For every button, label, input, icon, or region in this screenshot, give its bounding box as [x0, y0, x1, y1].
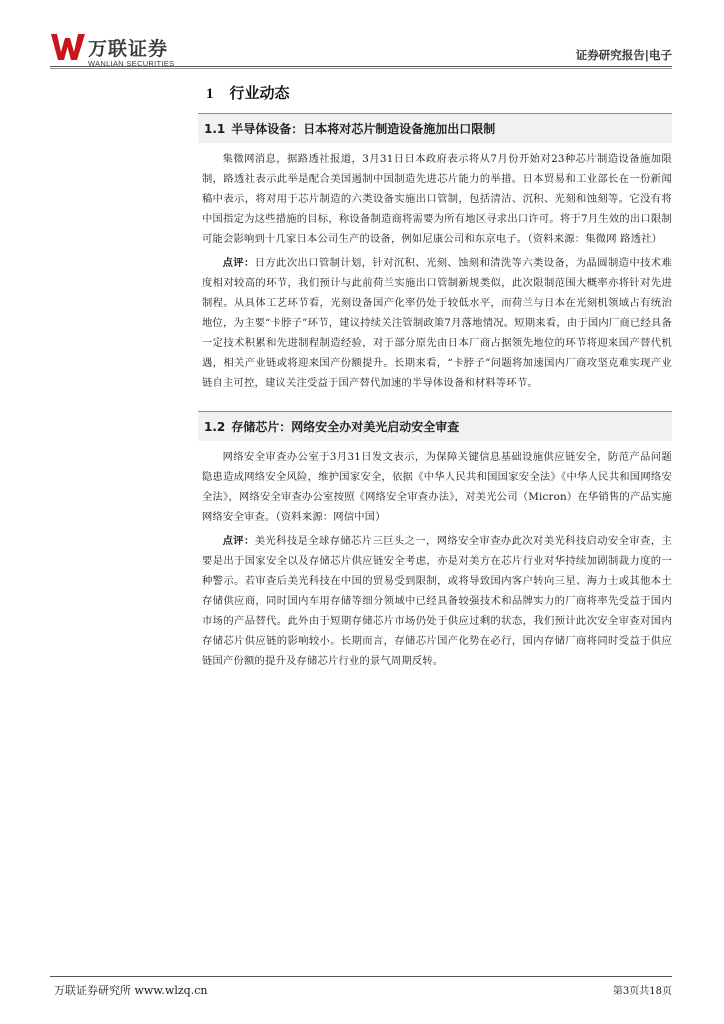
- wanlian-logo-icon: [50, 32, 86, 62]
- section-number: 1: [206, 86, 214, 102]
- subsection-heading: [198, 113, 672, 143]
- header-divider: [50, 66, 672, 67]
- subsection-title: 半导体设备：日本将对芯片制造设备施加出口限制: [231, 122, 496, 136]
- footer-institute: 万联证券研究所 www.wlzq.cn: [54, 984, 208, 997]
- subsection-memory-chips: [198, 411, 672, 671]
- company-logo: [50, 32, 200, 68]
- subsection-semiconductor-equipment: [198, 113, 672, 393]
- section-title: 行业动态: [229, 84, 290, 102]
- page-number: 第3页共18页: [612, 986, 672, 997]
- logo-chinese-name: 万联证券: [88, 38, 169, 60]
- news-paragraph: 集微网消息，据路透社报道，3月31日日本政府表示将从7月份开始对23种芯片制造设备施加限制，路透社表示此举是配合美国遏制中国制造先进芯片能力的举措。日本贸易和工业部长在一份新闻稿中表示，将对用于芯片制造的六类设备实施出口管制，包括清洁、沉积、光刻和蚀刻等。它没有将中国指定为这些措施的目标，称设备制造商将需要为所有地区寻求出口许可。将于7月生效的出口限制可能会影响到十几家日本公司生产的设备，例如尼康公司和东京电子。（资料来源：集微网 路透社）: [202, 153, 672, 245]
- news-paragraph: 网络安全审查办公室于3月31日发文表示，为保障关键信息基础设施供应链安全，防范产品问题隐患造成网络安全风险，维护国家安全，依据《中华人民共和国国家安全法》《中华人民共和国网络安全法》，网络安全审查办公室按照《网络安全审查办法》，对美光公司（Micron）在华销售的产品实施网络安全审查。（资料来源：网信中国）: [202, 451, 672, 523]
- comment-text: 日方此次出口管制计划，针对沉积、光刻、蚀刻和清洗等六类设备，为晶圆制造中技术难度相对较高的环节，我们预计与此前荷兰实施出口管制新规类似，此次限制范围大概率亦将针对先进制程。从具体工艺环节看，光刻设备国产化率仍处于较低水平，而荷兰与日本在光刻机领域占有统治地位，为主要“卡脖子”环节，建议持续关注管制政策7月落地情况。短期来看，由于国内厂商已经具备一定技术积累和先进制程制造经验，对于部分原先由日本厂商占据领先地位的环节将迎来国产替代机遇，相关产业链或将迎来国产份额提升。长期来看，“卡脖子”问题将加速国内厂商攻坚克难实现产业链自主可控，建议关注受益于国产替代加速的半导体设备和材料等环节。: [202, 257, 672, 389]
- section-heading: [206, 82, 672, 103]
- report-body: [198, 82, 672, 675]
- subsection-number: 1.1: [204, 122, 226, 136]
- comment-paragraph: [198, 253, 672, 393]
- footer-divider: [50, 976, 672, 977]
- header-divider-thin: [50, 68, 672, 69]
- logo-english-name: WANLIAN SECURITIES: [88, 59, 175, 68]
- comment-label: 点评：: [222, 535, 255, 547]
- comment-text: 美光科技是全球存储芯片三巨头之一，网络安全审查办此次对美光科技启动安全审查，主要是出于国家安全以及存储芯片供应链安全考虑，亦是对美方在芯片行业对华持续加剧制裁力度的一种警示。若审查后美光科技在中国的贸易受到限制，或将导致国内客户转向三星、海力士或其他本土存储供应商，同时国内车用存储等细分领域中已经具备较强技术和品牌实力的厂商将率先受益于国内市场的产品替代。此外由于短期存储芯片市场仍处于供应过剩的状态，我们预计此次安全审查对国内存储芯片供应链的影响较小。长期而言，存储芯片国产化势在必行，国内存储厂商将同时受益于供应链国产份额的提升及存储芯片行业的景气周期反转。: [202, 535, 672, 667]
- subsection-title: 存储芯片：网络安全办对美光启动安全审查: [231, 420, 460, 434]
- subsection-heading: [198, 411, 672, 441]
- comment-paragraph: [198, 531, 672, 671]
- report-type-label: 证券研究报告|电子: [575, 48, 672, 62]
- subsection-number: 1.2: [204, 420, 226, 434]
- comment-label: 点评：: [222, 257, 255, 269]
